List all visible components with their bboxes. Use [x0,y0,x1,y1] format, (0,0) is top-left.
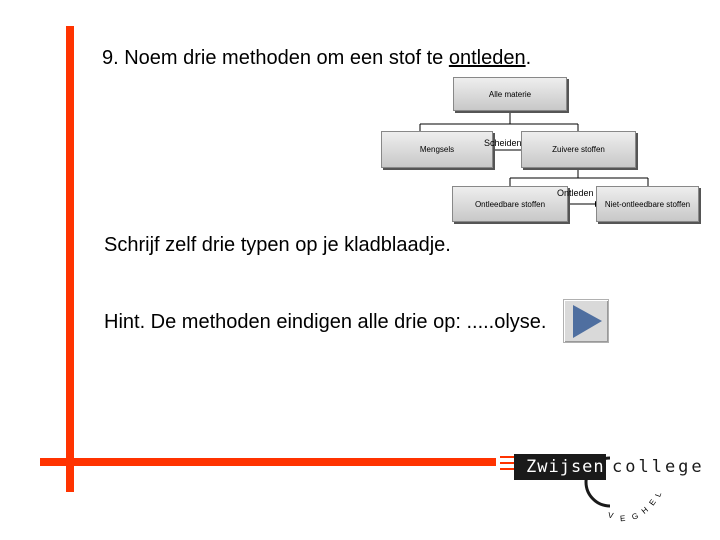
title-prefix: 9. Noem drie methoden om een stof te [102,47,449,69]
hint-text: Hint. De methoden eindigen alle drie op: .....olyse. [104,311,547,333]
play-triangle-icon [564,300,608,342]
logo-place: V E G H E L [607,490,664,524]
node-ontleedbare-stoffen [452,186,568,222]
node-niet-ontleedbare-stoffen [596,186,699,222]
arrow-label-ontleden: Ontleden [557,188,594,198]
instruction-text: Schrijf zelf drie typen op je kladblaadje. [104,234,451,256]
node-ontleedbare-stoffen-label: Ontleedbare stoffen [474,199,546,209]
node-alle-materie [453,77,567,111]
node-mengsels [381,131,493,168]
next-slide-button[interactable] [563,299,609,343]
title-link: ontleden [448,47,526,69]
logo-name-right: college [612,457,705,477]
zwijsen-college-logo [500,452,705,536]
node-mengsels-label: Mengsels [419,145,455,154]
node-niet-ontleedbare-stoffen-label: Niet-ontleedbare stoffen [604,199,691,209]
node-alle-materie-label: Alle materie [488,89,532,99]
title-suffix: . [525,47,532,69]
node-zuivere-stoffen-label: Zuivere stoffen [552,145,605,154]
node-zuivere-stoffen [521,131,636,168]
logo-name-left: Zwijsen [526,457,605,477]
arrow-label-scheiden: Scheiden [484,138,522,148]
